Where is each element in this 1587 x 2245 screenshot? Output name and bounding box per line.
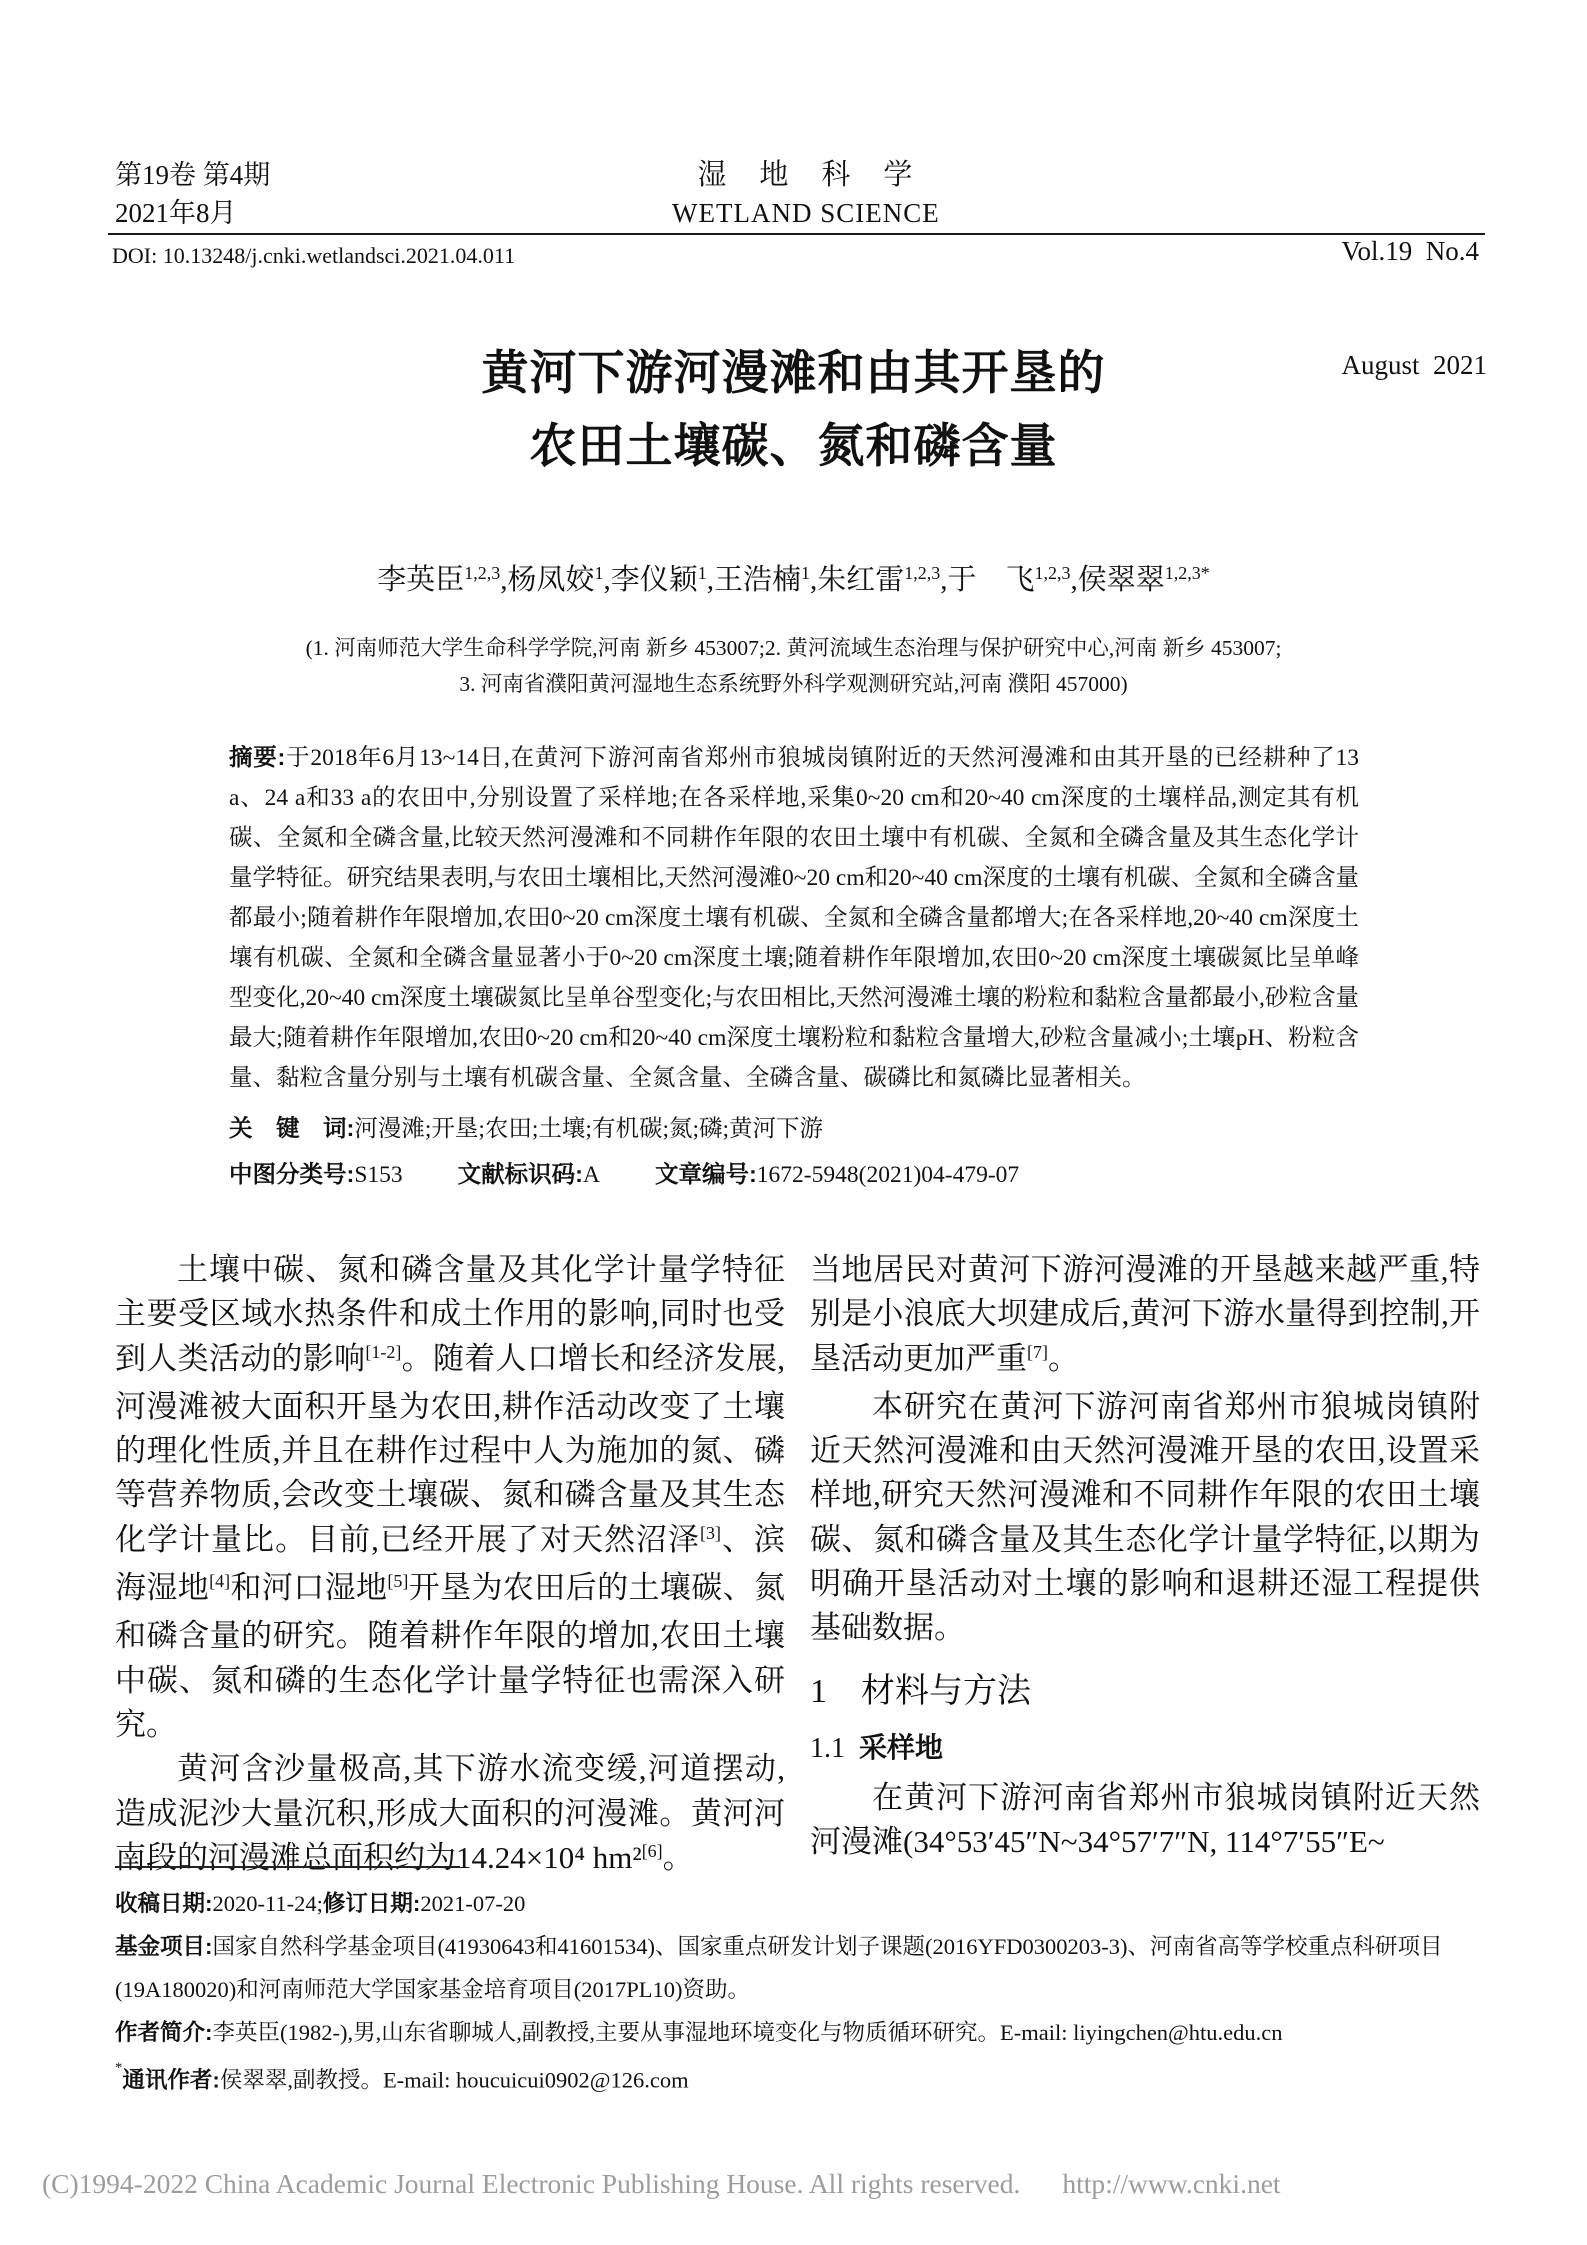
author-name: 李英臣	[377, 564, 465, 596]
abstract-label: 摘要:	[229, 744, 286, 770]
corresponding-author-text: 侯翠翠,副教授。E-mail: houcuicui0902@126.com	[219, 2067, 689, 2093]
author-bio-text: 李英臣(1982-),男,山东省聊城人,副教授,主要从事湿地环境变化与物质循环研究。E-mail: liyingchen@htu.edu.cn	[212, 2020, 1283, 2045]
article-id-label: 文章编号:	[654, 1161, 757, 1187]
clc-value: S153	[354, 1162, 403, 1188]
article-title	[0, 338, 1587, 484]
author-bio-label: 作者简介:	[115, 2020, 213, 2045]
author-affiliation-sup: 1,2,3	[1034, 563, 1071, 584]
funding-text-1: 国家自然科学基金项目(41930643和41601534)、国家重点研发计划子课题(2016YFD0300203-3)、河南省高等学校重点科研项目	[212, 1934, 1443, 1959]
author-name: ,王浩楠	[706, 564, 801, 596]
clc-pair	[229, 1152, 403, 1197]
body-paragraph: 在黄河下游河南省郑州市狼城岗镇附近天然河漫滩(34°53′45″N~34°57′7″N, 114°7′55″E~	[810, 1779, 1480, 1859]
subsection-number: 1.1	[810, 1732, 845, 1764]
doc-code-label: 文献标识码:	[457, 1161, 583, 1187]
body-paragraph: 黄河含沙量极高,其下游水流变缓,河道摆动,造成泥沙大量沉积,形成大面积的河漫滩。黄河河南段的河漫滩总面积约为14.24×10⁴ hm²[6]。	[115, 1751, 785, 1875]
journal-volume-issue-en: Vol.19 No.4	[1341, 236, 1479, 266]
funding-text-2: (19A180020)和河南师范大学国家基金培育项目(2017PL10)资助。	[115, 1977, 750, 2002]
authors-line	[0, 557, 1587, 598]
copyright-text: (C)1994-2022 China Academic Journal Electronic Publishing House. All rights reserved.	[42, 2168, 1021, 2199]
footnote-section	[115, 1866, 1487, 2102]
copyright-line	[42, 2168, 1281, 2200]
keywords-label: 关 键 词:	[229, 1115, 355, 1141]
author-affiliation-sup: 1,2,3	[464, 563, 501, 584]
keywords-line	[229, 1106, 1359, 1151]
header-divider	[108, 233, 1485, 235]
author-name: ,杨凤姣	[500, 564, 595, 596]
author-affiliation-sup: 1	[697, 563, 707, 584]
article-id-pair	[655, 1152, 1019, 1197]
body-paragraph: 本研究在黄河下游河南省郑州市狼城岗镇附近天然河漫滩和由天然河漫滩开垦的农田,设置采样地,研究天然河漫滩和不同耕作年限的农田土壤碳、氮和磷含量及其生态化学计量学特征,以期为明确开垦活动对土壤的影响和退耕还湿工程提供基础数据。	[810, 1388, 1480, 1646]
author-bio-line	[115, 2011, 1487, 2054]
corresponding-author-star: *	[115, 2059, 123, 2076]
revised-value: 2021-07-20	[420, 1891, 526, 1916]
author-name: ,侯翠翠	[1070, 564, 1165, 596]
keywords-text: 河漫滩;开垦;农田;土壤;有机碳;氮;磷;黄河下游	[354, 1116, 824, 1142]
article-id-value: 1672-5948(2021)04-479-07	[756, 1162, 1020, 1188]
doi-line: DOI: 10.13248/j.cnki.wetlandsci.2021.04.011	[112, 243, 516, 268]
funding-label: 基金项目:	[115, 1934, 213, 1959]
corresponding-author-label: 通讯作者:	[122, 2067, 220, 2093]
article-title-line-1: 黄河下游河漫滩和由其开垦的	[481, 348, 1106, 400]
affiliation-line-2: 3. 河南省濮阳黄河湿地生态系统野外科学观测研究站,河南 濮阳 457000)	[459, 672, 1128, 696]
journal-volume-issue-cn: 第19卷 第4期	[115, 160, 271, 190]
abstract-text: 于2018年6月13~14日,在黄河下游河南省郑州市狼城岗镇附近的天然河漫滩和由其开垦的已经耕种了13 a、24 a和33 a的农田中,分别设置了采样地;在各采样地,采集0~20 cm和20~40 cm深度的土壤样品,测定其有机碳、全氮和全磷含量,比较天然河漫滩和不同耕作年限的农田土壤中有机碳、全氮和全磷含量及其生态化学计量学特征。研究结果表明,与农田土壤相比,天然河漫滩0~20 cm和20~40 cm深度的土壤有机碳、全氮和全磷含量都最小;随着耕作年限增加,农田0~20 cm深度土壤有机碳、全氮和全磷含量都增大;在各采样地,20~40 cm深度土壤有机碳、全氮和全磷含量显著小于0~20 cm深度土壤;随着耕作年限增加,农田0~20 cm深度土壤碳氮比呈单峰型变化,20~40 cm深度土壤碳氮比呈单谷型变化;与农田相比,天然河漫滩土壤的粉粒和黏粒含量都最小,砂粒含量最大;随着耕作年限增加,农田0~20 cm和20~40 cm深度土壤粉粒和黏粒含量增大,砂粒含量减小;土壤pH、粉粒含量、黏粒含量分别与土壤有机碳含量、全氮含量、全磷含量、碳磷比和氮磷比显著相关。	[229, 745, 1359, 1091]
received-value: 2020-11-24;	[212, 1891, 323, 1916]
article-title-line-2: 农田土壤碳、氮和磷含量	[529, 421, 1058, 473]
journal-date-en: August 2021	[1341, 350, 1487, 380]
footnote-divider	[115, 1866, 460, 1868]
doc-code-pair	[458, 1152, 600, 1197]
funding-line-2	[115, 1968, 1487, 2011]
doc-code-value: A	[582, 1162, 600, 1188]
classification-line	[229, 1152, 1359, 1197]
subsection-title: 采样地	[859, 1731, 944, 1763]
author-name: ,于 飞	[940, 564, 1035, 596]
author-affiliation-sup: 1	[801, 563, 810, 584]
author-affiliation-sup: 1,2,3*	[1164, 563, 1210, 584]
author-affiliation-sup: 1,2,3	[904, 563, 941, 584]
body-columns	[115, 1248, 1480, 1884]
body-right-column	[810, 1248, 1480, 1884]
author-name: ,朱红雷	[810, 564, 905, 596]
author-affiliation-sup: 1	[594, 563, 604, 584]
received-date-line	[115, 1882, 1487, 1925]
body-paragraph: 土壤中碳、氮和磷含量及其化学计量学特征主要受区域水热条件和成土作用的影响,同时也受到人类活动的影响[1-2]。随着人口增长和经济发展,河漫滩被大面积开垦为农田,耕作活动改变了土壤的理化性质,并且在耕作过程中人为施加的氮、磷等营养物质,会改变土壤碳、氮和磷含量及其生态化学计量比。目前,已经开展了对天然沼泽[3]、滨海湿地[4]和河口湿地[5]开垦为农田后的土壤碳、氮和磷含量的研究。随着耕作年限的增加,农田土壤中碳、氮和磷的生态化学计量学特征也需深入研究。	[115, 1252, 786, 1742]
received-label: 收稿日期:	[115, 1891, 213, 1916]
journal-name-cn: 湿 地 科 学	[697, 159, 915, 191]
abstract-section	[229, 737, 1359, 1197]
copyright-url: http://www.cnki.net	[1062, 2168, 1281, 2199]
body-paragraph: 当地居民对黄河下游河漫滩的开垦越来越严重,特别是小浪底大坝建成后,黄河下游水量得到控制,开垦活动更加严重[7]。	[810, 1252, 1480, 1376]
journal-name-en: WETLAND SCIENCE	[672, 198, 940, 228]
subsection-1-1-heading	[810, 1731, 1480, 1766]
corresponding-author-line	[115, 2054, 1487, 2102]
author-name: ,李仪颖	[603, 564, 698, 596]
body-left-column	[115, 1248, 785, 1884]
funding-line-1	[115, 1925, 1487, 1968]
abstract-paragraph	[229, 737, 1359, 1098]
revised-label: 修订日期:	[322, 1891, 421, 1916]
journal-date-cn: 2021年8月	[115, 198, 237, 228]
section-1-heading: 1 材料与方法	[810, 1672, 1031, 1710]
affiliation-line-1: (1. 河南师范大学生命科学学院,河南 新乡 453007;2. 黄河流域生态治理与保护研究中心,河南 新乡 453007;	[305, 636, 1282, 660]
affiliations	[0, 630, 1587, 702]
clc-label: 中图分类号:	[229, 1161, 355, 1187]
